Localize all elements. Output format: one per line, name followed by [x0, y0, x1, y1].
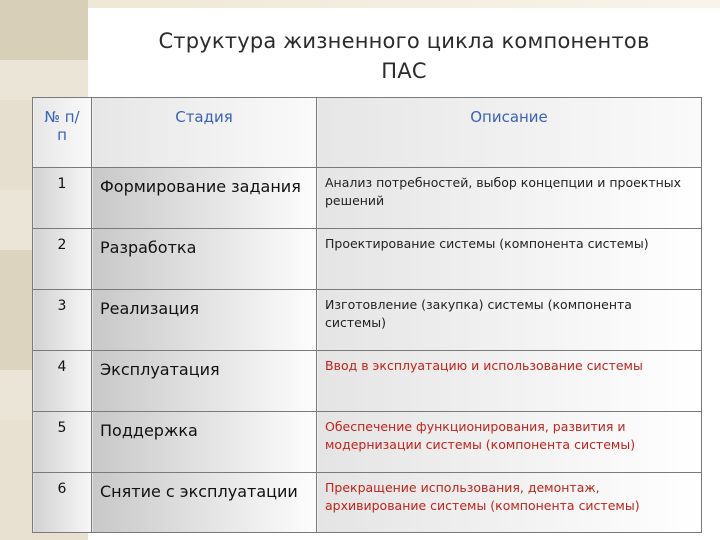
row-num: 1 [33, 168, 92, 229]
row-num: 3 [33, 290, 92, 351]
row-num: 4 [33, 351, 92, 412]
table-row [33, 290, 702, 351]
row-num: 5 [33, 412, 92, 473]
row-stage: Поддержка [92, 412, 317, 473]
row-description: Прекращение использования, демонтаж, архивирование системы (компонента системы) [317, 473, 702, 533]
header-description: Описание [317, 98, 702, 168]
slide-title-line-1: Структура жизненного цикла компонентов [158, 29, 650, 53]
slide-title-line-2: ПАС [381, 59, 427, 83]
lifecycle-table [32, 97, 702, 533]
row-stage: Разработка [92, 229, 317, 290]
row-num: 2 [33, 229, 92, 290]
side-band-tile [0, 0, 88, 60]
row-description: Анализ потребностей, выбор концепции и проектных решений [317, 168, 702, 229]
slide-title [88, 26, 720, 86]
row-stage: Эксплуатация [92, 351, 317, 412]
decorative-top-rule [88, 0, 720, 8]
header-stage: Стадия [92, 98, 317, 168]
row-description: Ввод в эксплуатацию и использование системы [317, 351, 702, 412]
row-num: 6 [33, 473, 92, 533]
row-stage: Реализация [92, 290, 317, 351]
row-description: Проектирование системы (компонента системы) [317, 229, 702, 290]
row-description: Обеспечение функционирования, развития и модернизации системы (компонента системы) [317, 412, 702, 473]
row-description: Изготовление (закупка) системы (компонента системы) [317, 290, 702, 351]
table-row [33, 168, 702, 229]
table-header-row [33, 98, 702, 168]
row-stage: Снятие с эксплуатации [92, 473, 317, 533]
table-row [33, 351, 702, 412]
table-row [33, 412, 702, 473]
table-row [33, 229, 702, 290]
table-row [33, 473, 702, 533]
row-stage: Формирование задания [92, 168, 317, 229]
header-num: № п/п [33, 98, 92, 168]
